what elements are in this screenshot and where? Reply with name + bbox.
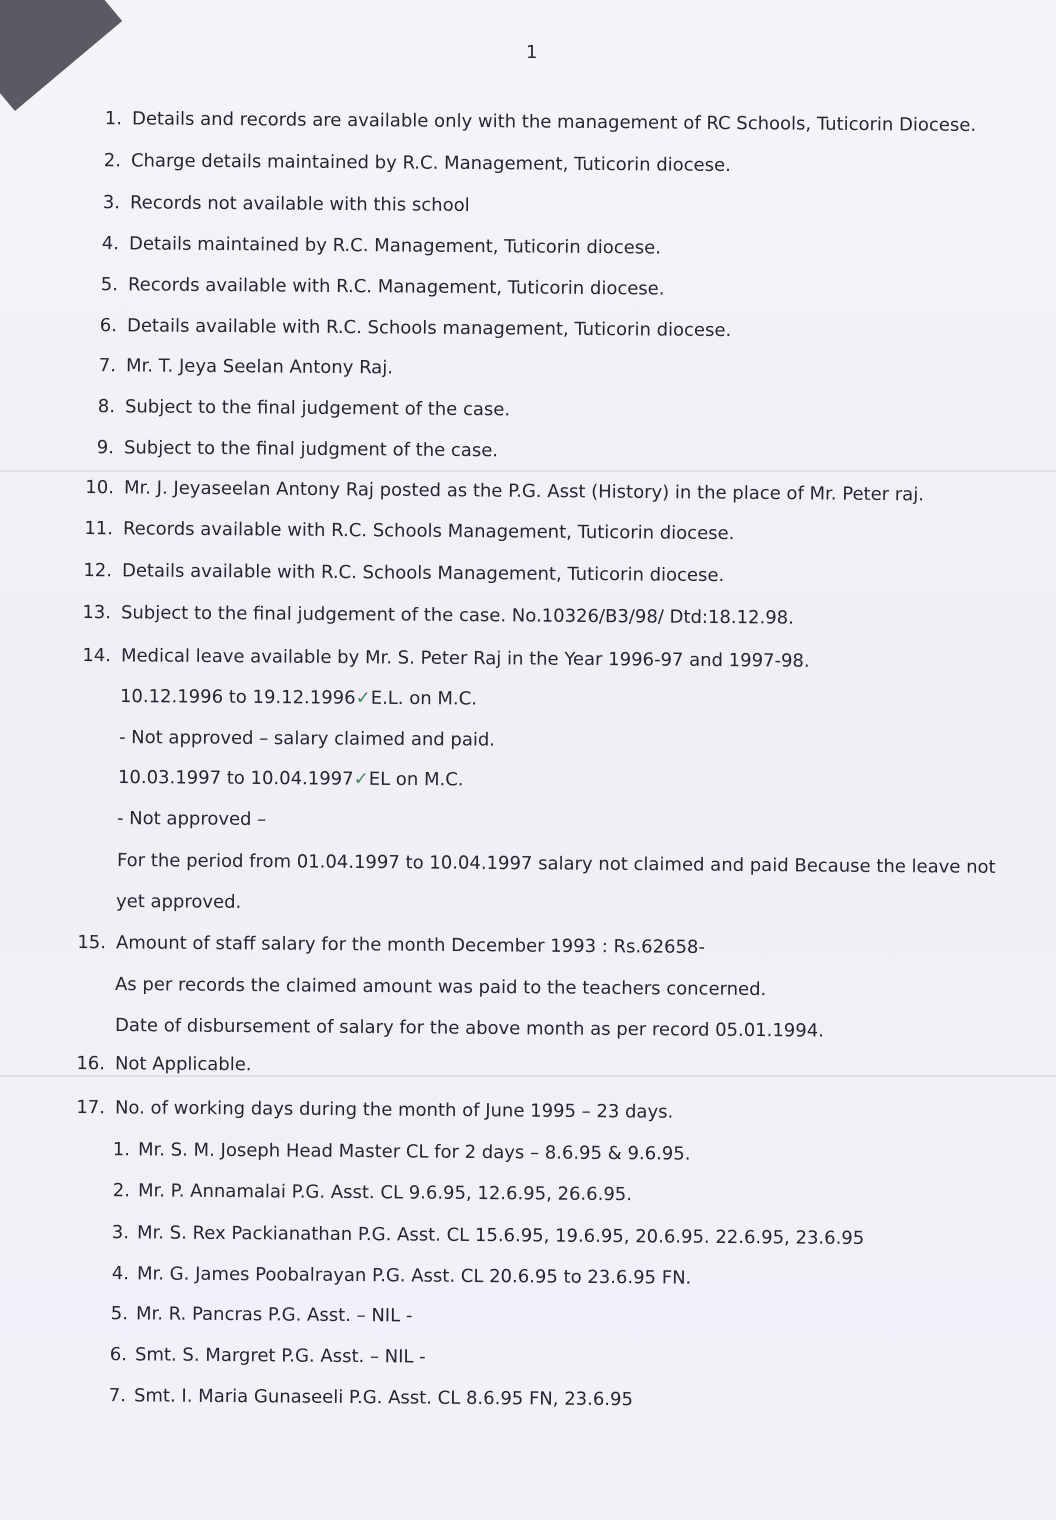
sub-list-item: 7. Smt. I. Maria Gunaseeli P.G. Asst. CL 8.6.95 FN, 23.6.95 <box>108 1385 634 1411</box>
folded-corner <box>0 0 122 111</box>
paragraph-line: As per records the claimed amount was paid to the teachers concerned. <box>114 974 767 1001</box>
check-mark-icon: ✓ <box>355 687 371 709</box>
sub-list-item: 4. Mr. G. James Poobalrayan P.G. Asst. CL 20.6.95 to 23.6.95 FN. <box>111 1263 692 1289</box>
list-item: 15. Amount of staff salary for the month December 1993 : Rs.62658- <box>77 932 706 958</box>
page-number: 1 <box>526 42 538 63</box>
list-item: 6. Details available with R.C. Schools management, Tuticorin diocese. <box>99 315 732 342</box>
list-item: 1. Details and records are available only with the management of RC Schools, Tuticorin Diocese. <box>104 108 977 136</box>
sub-list-item: 2. Mr. P. Annamalai P.G. Asst. CL 9.6.95, 12.6.95, 26.6.95. <box>112 1180 633 1206</box>
list-item: 14. Medical leave available by Mr. S. Peter Raj in the Year 1996-97 and 1997-98. <box>82 645 810 672</box>
paragraph-line: For the period from 01.04.1997 to 10.04.1997 salary not claimed and paid Because the leave not <box>116 850 996 878</box>
list-item: 12. Details available with R.C. Schools Management, Tuticorin diocese. <box>83 560 725 587</box>
list-item: 13. Subject to the final judgement of the case. No.10326/B3/98/ Dtd:18.12.98. <box>82 602 794 629</box>
leave-status-line: - Not approved – salary claimed and paid. <box>118 727 496 751</box>
leave-period-line: 10.12.1996 to 19.12.1996✓E.L. on M.C. <box>119 686 478 710</box>
list-item: 3. Records not available with this school <box>102 192 470 217</box>
paper-fold-line <box>0 470 1056 472</box>
paper-fold-line <box>0 1075 1056 1077</box>
paragraph-line: yet approved. <box>115 891 242 913</box>
sub-list-item: 3. Mr. S. Rex Packianathan P.G. Asst. CL 15.6.95, 19.6.95, 20.6.95. 22.6.95, 23.6.95 <box>111 1222 865 1250</box>
list-item: 9. Subject to the final judgment of the case. <box>96 437 499 462</box>
sub-list-item: 6. Smt. S. Margret P.G. Asst. – NIL - <box>109 1344 426 1368</box>
list-item: 16. Not Applicable. <box>76 1053 252 1076</box>
list-item: 2. Charge details maintained by R.C. Management, Tuticorin diocese. <box>103 150 731 177</box>
list-item: 10. Mr. J. Jeyaseelan Antony Raj posted as the P.G. Asst (History) in the place of Mr. Peter raj. <box>85 477 925 506</box>
list-item: 4. Details maintained by R.C. Management, Tuticorin diocese. <box>101 233 662 259</box>
leave-status-line: - Not approved – <box>116 808 267 831</box>
check-mark-icon: ✓ <box>353 768 369 790</box>
sub-list-item: 1. Mr. S. M. Joseph Head Master CL for 2 days – 8.6.95 & 9.6.95. <box>112 1139 691 1165</box>
sub-list-item: 5. Mr. R. Pancras P.G. Asst. – NIL - <box>110 1303 413 1327</box>
list-item: 8. Subject to the final judgement of the case. <box>97 396 511 421</box>
list-item: 5. Records available with R.C. Management, Tuticorin diocese. <box>100 274 665 300</box>
list-item: 17. No. of working days during the month of June 1995 – 23 days. <box>76 1097 674 1123</box>
leave-period-line: 10.03.1997 to 10.04.1997✓EL on M.C. <box>117 767 464 791</box>
list-item: 11. Records available with R.C. Schools Management, Tuticorin diocese. <box>84 518 735 545</box>
paragraph-line: Date of disbursement of salary for the above month as per record 05.01.1994. <box>114 1015 824 1042</box>
list-item: 7. Mr. T. Jeya Seelan Antony Raj. <box>98 355 394 379</box>
